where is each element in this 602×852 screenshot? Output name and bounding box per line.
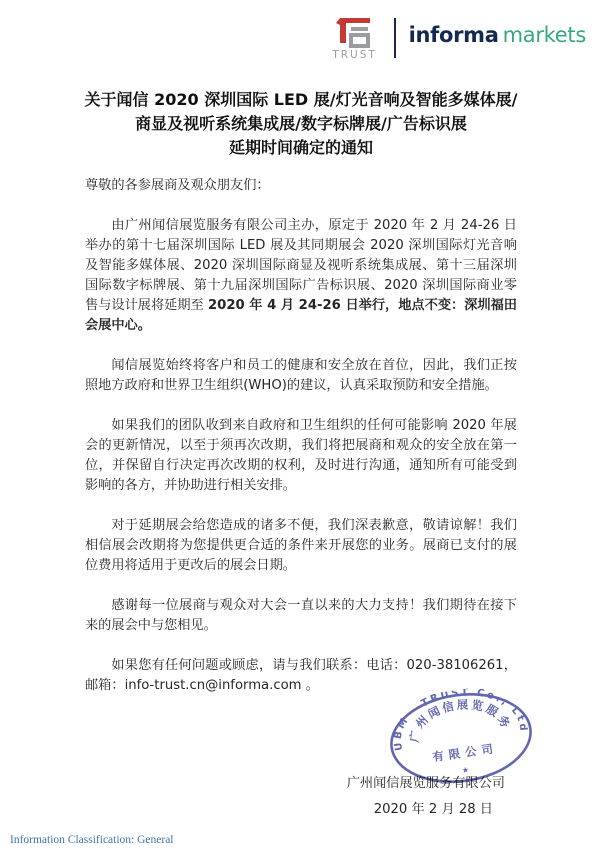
paragraph-reschedule-rights: 如果我们的团队收到来自政府和卫生组织的任何可能影响 2020 年展会的更新情况，以至于须再次改期，我们将把展商和观众的安全放在第一位，并保留自行决定再次改期的权利，及时进行沟通，通知所有可能受到影响的各方，并协助进行相关安排。	[85, 418, 517, 493]
contact-suffix: 。	[301, 678, 319, 693]
stamp-inner-arc-text: 广州闻信展览服务	[407, 697, 514, 744]
paragraph-apology: 对于延期展会给您造成的诸多不便，我们深表歉意，敬请谅解！我们相信展会改期将为您提供更合适的条件来开展您的业务。展商已支付的展位费用将适用于更改后的展会日期。	[85, 518, 517, 573]
paragraph-safety-measures: 闻信展览始终将客户和员工的健康和安全放在首位，因此，我们正按照地方政府和世界卫生组织(WHO)的建议，认真采取预防和安全措施。	[85, 358, 517, 393]
header-brand-row	[329, 14, 586, 62]
document-title	[60, 88, 542, 160]
document-body	[85, 176, 517, 696]
trust-xin-icon	[335, 16, 375, 48]
information-classification-label: Information Classification: General	[10, 834, 174, 846]
contact-email: info-trust.cn@informa.com	[124, 678, 302, 693]
informa-wordmark: informa	[408, 23, 499, 47]
contact-text: 如果您有任何问题或顾虑，请与我们联系：电话：020-38106261，邮箱：	[85, 658, 517, 693]
signature-date: 2020 年 2 月 28 日	[373, 802, 493, 817]
company-seal-stamp-icon	[381, 680, 541, 796]
informa-markets-logo	[409, 23, 586, 53]
paragraph-thanks: 感谢每一位展商与观众对大会一直以来的大力支持！我们期待在接下来的展会中与您相见。	[85, 598, 517, 633]
markets-wordmark: markets	[502, 23, 586, 47]
title-line-2: 商显及视听系统集成展/数字标牌展/广告标识展	[135, 114, 467, 133]
paragraph-postpone-announcement	[85, 216, 517, 336]
trust-logo	[329, 16, 381, 61]
salutation: 尊敬的各参展商及观众朋友们：	[85, 178, 270, 193]
signature-area	[85, 687, 529, 820]
stamp-center-text: 有限公司	[431, 741, 499, 765]
signature-company-name: 广州闻信展览服务有限公司	[346, 776, 505, 791]
brand-divider	[394, 18, 396, 58]
stamp-ring-text: UBM · TRUST Co., Ltd	[392, 687, 529, 752]
postpone-text: 由广州闻信展览服务有限公司主办，原定于 2020 年 2 月 24-26 日举办的第十七届深圳国际 LED 展及其同期展会 2020 深圳国际灯光音响及智能多媒体展、2020 深圳国际商显及视听系统集成展、第十三届深圳国际数字标牌展、第十九届深圳国际广告标识展、2020 深圳国际商业零售与设计展将延期至	[85, 218, 517, 313]
new-date-venue-bold: 2020 年 4 月 24-26 日举行，地点不变：深圳福田会展中心。	[85, 298, 517, 333]
stamp-star-icon: ★	[461, 765, 470, 776]
title-line-3: 延期时间确定的通知	[228, 138, 373, 157]
title-line-1: 关于闻信 2020 深圳国际 LED 展/灯光音响及智能多媒体展/	[84, 90, 518, 109]
trust-logo-label: TRUST	[332, 48, 377, 61]
